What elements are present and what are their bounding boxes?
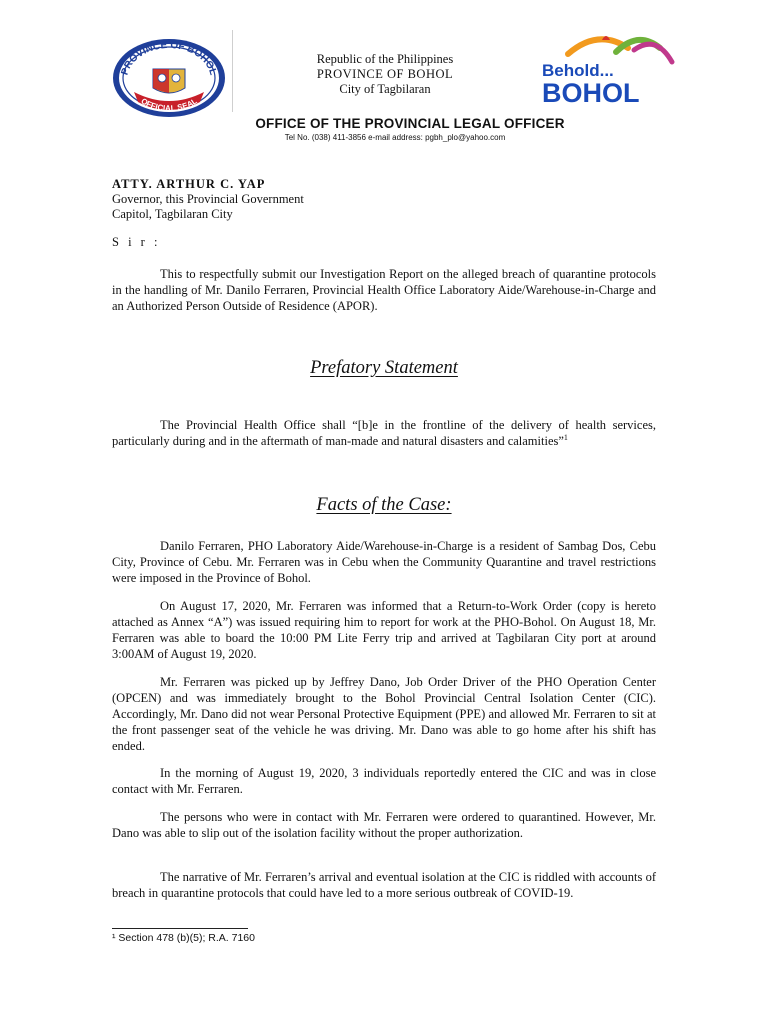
prefatory-text: The Provincial Health Office shall “[b]e in the frontline of the delivery of health services, particularly during and in the aftermath of man-made and natural disasters and calamities”	[112, 418, 656, 448]
salutation: S i r :	[112, 235, 161, 249]
office-title: OFFICE OF THE PROVINCIAL LEGAL OFFICER	[255, 116, 565, 131]
facts-paragraph: On August 17, 2020, Mr. Ferraren was informed that a Return-to-Work Order (copy is hereto attached as Annex “A”) was issued requiring him to report for work at the PHO-Bohol. On August 18, Mr. Ferraren was able to board the 10:00 PM Lite Ferry trip and arrived at Tagbilaran City port at around 3:00AM of August 19, 2020.	[112, 599, 656, 661]
city-line: City of Tagbilaran	[339, 82, 431, 96]
heading-prefatory: Prefatory Statement	[310, 358, 458, 378]
behold-bohol-logo-icon	[538, 26, 678, 106]
facts-paragraph: In the morning of August 19, 2020, 3 individuals reportedly entered the CIC and was in close contact with Mr. Ferraren.	[112, 766, 656, 796]
official-seal-icon	[110, 36, 228, 118]
facts-paragraph: Danilo Ferraren, PHO Laboratory Aide/Warehouse-in-Charge is a resident of Sambag Dos, Cebu City, Province of Cebu. Mr. Ferraren was in Cebu when the Community Quarantine and travel restrictions were imposed in the Province of Bohol.	[112, 539, 656, 585]
footnote-rule	[112, 928, 248, 929]
seal-text-bottom: OFFICIAL SEAL	[139, 96, 199, 113]
header-divider	[232, 30, 233, 112]
addressee-address: Capitol, Tagbilaran City	[112, 207, 233, 221]
seal-text-top: PROVINCE OF BOHOL	[119, 39, 219, 77]
province-line: PROVINCE OF BOHOL	[316, 67, 454, 81]
footnote: ¹ Section 478 (b)(5); R.A. 7160	[112, 932, 255, 944]
addressee-name: ATTY. ARTHUR C. YAP	[112, 177, 266, 191]
republic-line: Republic of the Philippines	[316, 52, 454, 66]
intro-paragraph: This to respectfully submit our Investigation Report on the alleged breach of quarantine protocols in the handling of Mr. Danilo Ferraren, Provincial Health Office Laboratory Aide/Warehouse-in-Charge and an Authorized Person Outside of Residence (APOR).	[112, 267, 656, 313]
facts-paragraph: The narrative of Mr. Ferraren’s arrival and eventual isolation at the CIC is riddled with accounts of breach in quarantine protocols that could have led to a more serious outbreak of COVID-19.	[112, 870, 656, 900]
logo-text-bottom: BOHOL	[542, 78, 640, 106]
logo-text-top: Behold...	[542, 61, 614, 80]
facts-paragraph: Mr. Ferraren was picked up by Jeffrey Dano, Job Order Driver of the PHO Operation Center (OPCEN) and was immediately brought to the Bohol Provincial Central Isolation Center (CIC). Accordingly, Mr. Dano did not wear Personal Protective Equipment (PPE) and allowed Mr. Ferraren to sit at the front passenger seat of the vehicle he was driving. Mr. Dano was able to go home after his shift has ended.	[112, 675, 656, 753]
contact-line: Tel No. (038) 411-3856 e-mail address: pgbh_plo@yahoo.com	[284, 133, 506, 142]
heading-facts: Facts of the Case:	[316, 495, 452, 515]
addressee-title: Governor, this Provincial Government	[112, 192, 304, 206]
prefatory-paragraph	[112, 417, 656, 449]
footnote-marker: 1	[563, 432, 568, 442]
facts-paragraph: The persons who were in contact with Mr. Ferraren were ordered to quarantined. However, Mr. Dano was able to slip out of the isolation facility without the proper authorization.	[112, 810, 656, 840]
